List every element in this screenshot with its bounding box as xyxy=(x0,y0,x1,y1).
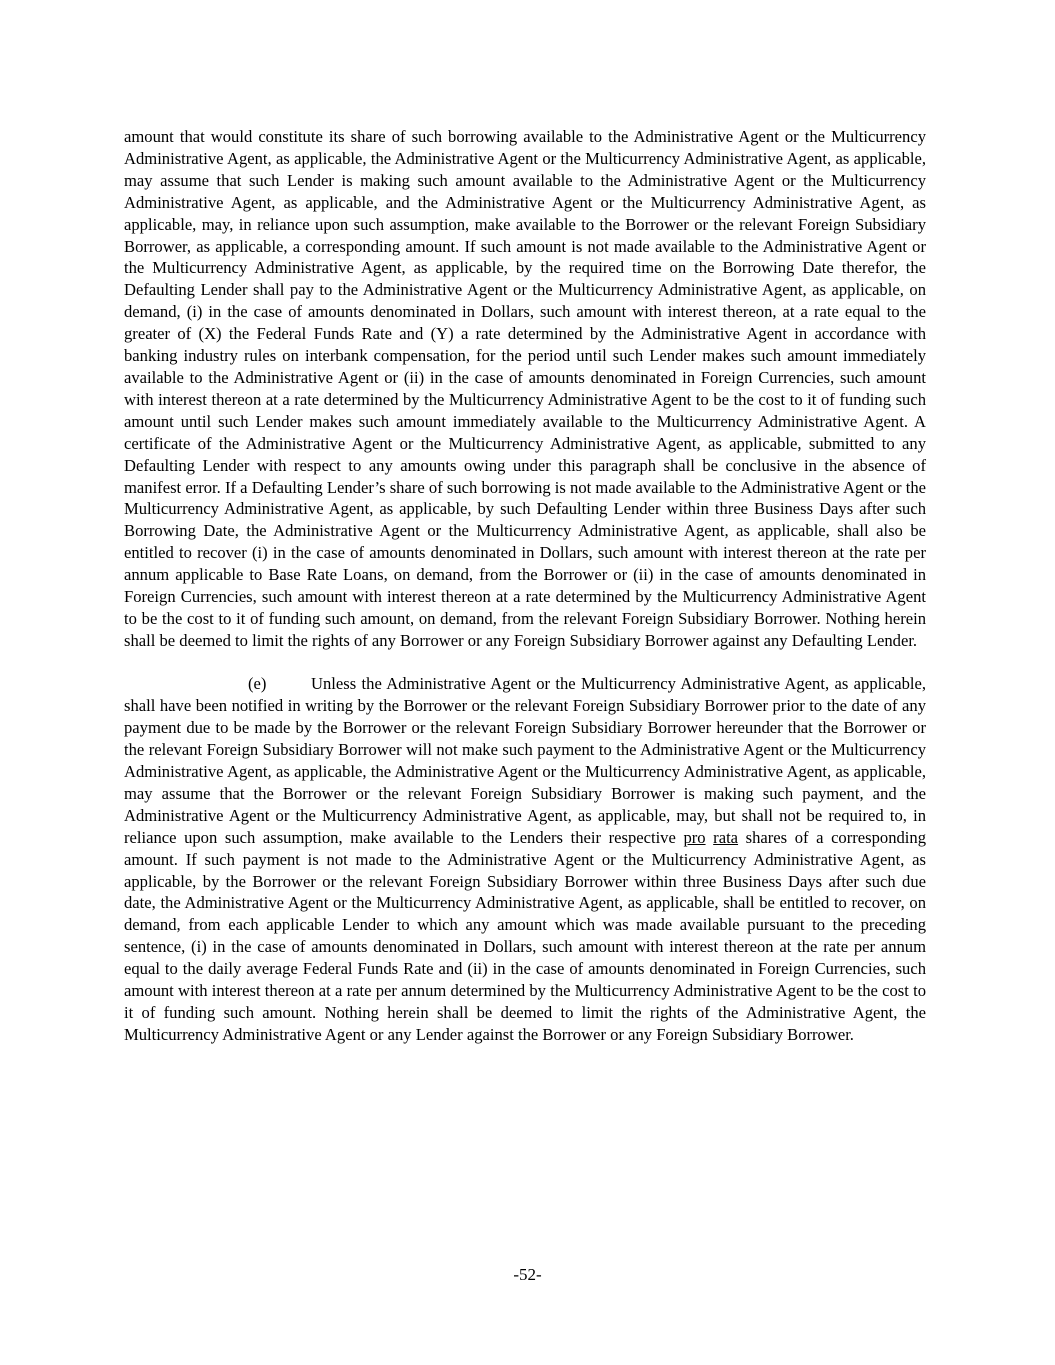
paragraph-marker: (e) xyxy=(248,674,267,694)
document-page xyxy=(124,126,926,1046)
paragraph-e-text-after: shares of a corresponding amount. If such payment is not made to the Administrative Agent or the Multicurrency Administrative Agent, as applicable, by the Borrower or the relevant Foreign Subsidiary Borrower within three Business Days after such due date, the Administrative Agent or the Multicurrency Administrative Agent, as applicable, shall be entitled to recover, on demand, from each applicable Lender to which any amount which was made available pursuant to the preceding sentence, (i) in the case of amounts denominated in Dollars, such amount with interest thereon at the rate per annum equal to the daily average Federal Funds Rate and (ii) in the case of amounts denominated in Foreign Currencies, such amount with interest thereon at a rate per annum determined by the Multicurrency Administrative Agent to be the cost to it of funding such amount. Nothing herein shall be deemed to limit the rights of the Administrative Agent, the Multicurrency Administrative Agent or any Lender against the Borrower or any Foreign Subsidiary Borrower. xyxy=(124,827,926,1044)
paragraph-continuation: amount that would constitute its share of such borrowing available to the Administrative Agent or the Multicurrency Administrative Agent, as applicable, the Administrative Agent or the Multicurrency Administrative Agent, as applicable, may assume that such Lender is making such amount available to the Administrative Agent or the Multicurrency Administrative Agent, as applicable, and the Administrative Agent or the Multicurrency Administrative Agent, as applicable, may, in reliance upon such assumption, make available to the Borrower or the relevant Foreign Subsidiary Borrower, as applicable, a corresponding amount. If such amount is not made available to the Administrative Agent or the Multicurrency Administrative Agent, as applicable, by the required time on the Borrowing Date therefor, the Defaulting Lender shall pay to the Administrative Agent or the Multicurrency Administrative Agent, as applicable, on demand, (i) in the case of amounts denominated in Dollars, such amount with interest thereon, at a rate equal to the greater of (X) the Federal Funds Rate and (Y) a rate determined by the Administrative Agent in accordance with banking industry rules on interbank compensation, for the period until such Lender makes such amount immediately available to the Administrative Agent or (ii) in the case of amounts denominated in Foreign Currencies, such amount with interest thereon at a rate determined by the Multicurrency Administrative Agent to be the cost to it of funding such amount until such Lender makes such amount immediately available to the Multicurrency Administrative Agent. A certificate of the Administrative Agent or the Multicurrency Administrative Agent, as applicable, submitted to any Defaulting Lender with respect to any amounts owing under this paragraph shall be conclusive in the absence of manifest error. If a Defaulting Lender’s share of such borrowing is not made available to the Administrative Agent or the Multicurrency Administrative Agent, as applicable, by such Defaulting Lender within three Business Days after such Borrowing Date, the Administrative Agent or the Multicurrency Administrative Agent, as applicable, shall also be entitled to recover (i) in the case of amounts denominated in Dollars, such amount with interest thereon at the rate per annum applicable to Base Rate Loans, on demand, from the Borrower or (ii) in the case of amounts denominated in Foreign Currencies, such amount with interest thereon at a rate determined by the Multicurrency Administrative Agent to be the cost to it of funding such amount, on demand, from the relevant Foreign Subsidiary Borrower. Nothing herein shall be deemed to limit the rights of any Borrower or any Foreign Subsidiary Borrower against any Defaulting Lender. xyxy=(124,127,926,650)
paragraph-e-text-before: Unless the Administrative Agent or the Multicurrency Administrative Agent, as applicable, shall have been notified in writing by the Borrower or the relevant Foreign Subsidiary Borrower prior to the date of any payment due to be made by the Borrower or the relevant Foreign Subsidiary Borrower hereunder that the Borrower or the relevant Foreign Subsidiary Borrower will not make such payment to the Administrative Agent or the Multicurrency Administrative Agent, as applicable, the Administrative Agent or the Multicurrency Administrative Agent, as applicable, may assume that the Borrower or the relevant Foreign Subsidiary Borrower is making such payment, and the Administrative Agent or the Multicurrency Administrative Agent, as applicable, may, but shall not be required to, in reliance upon such assumption, make available to the Lenders their respective xyxy=(124,674,926,847)
underlined-term-rata: rata xyxy=(713,827,739,847)
page-number: -52- xyxy=(513,1265,542,1284)
underlined-term-pro: pro xyxy=(683,827,706,847)
paragraph-e xyxy=(124,673,926,1045)
